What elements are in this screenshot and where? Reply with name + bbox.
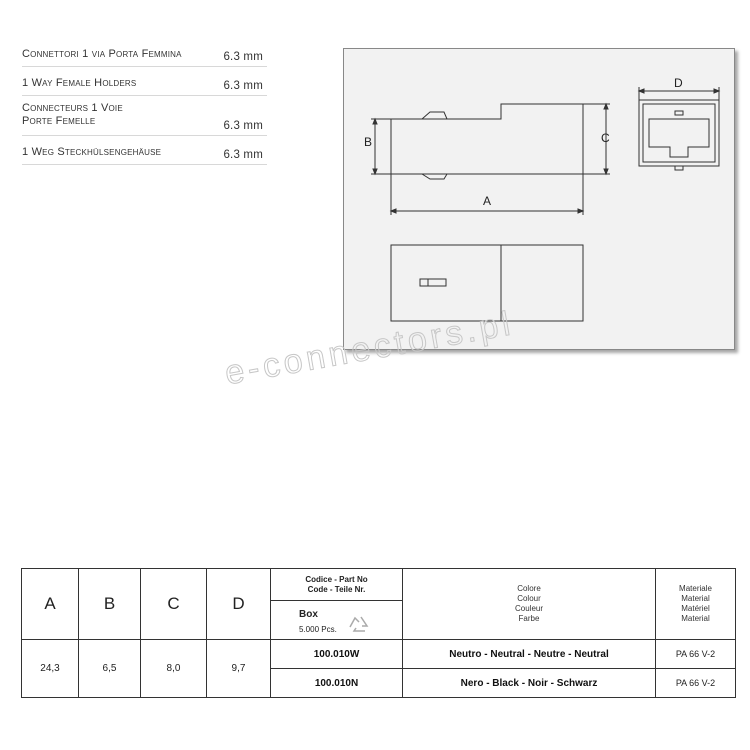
dim-a-value: 24,3	[22, 640, 79, 698]
title-row-italian	[22, 44, 267, 67]
part-code: 100.010W	[271, 640, 403, 669]
code-header-line2: Code - Teile Nr.	[307, 584, 366, 594]
title-name: 1 Way Female Holders	[22, 77, 137, 89]
top-view-contact	[420, 279, 446, 286]
product-title-list	[22, 44, 267, 165]
end-view-slot	[649, 119, 709, 157]
title-name-line1: Connecteurs 1 Voie	[22, 102, 123, 114]
technical-drawing	[343, 48, 735, 350]
color-header-fr: Couleur	[514, 604, 543, 613]
part-color: Neutro - Neutral - Neutre - Neutral	[403, 640, 656, 669]
side-view-body	[391, 104, 583, 174]
title-size: 6.3 mm	[223, 120, 263, 132]
dim-d-value: 9,7	[207, 640, 271, 698]
side-view-latch	[422, 112, 447, 179]
material-header-en: Material	[681, 594, 710, 603]
dim-d-label: D	[674, 76, 683, 90]
part-color: Nero - Black - Noir - Schwarz	[403, 669, 656, 698]
material-header-it: Materiale	[679, 584, 712, 593]
header-c: C	[141, 569, 207, 640]
color-header-en: Colour	[517, 594, 541, 603]
material-header-fr: Matériel	[681, 604, 710, 613]
material-header	[656, 569, 736, 640]
part-material: PA 66 V-2	[656, 669, 736, 698]
code-header	[271, 569, 403, 601]
title-name: 1 Weg Steckhülsengehäuse	[22, 146, 162, 158]
box-cell	[271, 601, 403, 640]
title-size: 6.3 mm	[223, 80, 263, 92]
dim-b-label: B	[364, 135, 373, 149]
recycle-icon	[347, 613, 371, 640]
title-row-english	[22, 67, 267, 96]
title-name: Connettori 1 via Porta Femmina	[22, 48, 182, 60]
code-header-line1: Codice - Part No	[305, 574, 368, 584]
box-title: Box	[299, 609, 318, 620]
end-view-body	[639, 100, 719, 166]
part-material: PA 66 V-2	[656, 640, 736, 669]
drawing-svg	[344, 49, 734, 349]
header-b: B	[79, 569, 141, 640]
box-qty: 5.000 Pcs.	[299, 625, 337, 634]
dim-a-label: A	[483, 194, 492, 208]
dim-c-label: C	[601, 131, 610, 145]
color-header-de: Farbe	[518, 614, 540, 623]
title-size: 6.3 mm	[223, 149, 263, 161]
part-code: 100.010N	[271, 669, 403, 698]
header-d: D	[207, 569, 271, 640]
title-size: 6.3 mm	[223, 51, 263, 63]
dim-b-value: 6,5	[79, 640, 141, 698]
color-header	[403, 569, 656, 640]
watermark: e-connectors.pl	[222, 304, 517, 393]
header-a: A	[22, 569, 79, 640]
dim-c-value: 8,0	[141, 640, 207, 698]
material-header-de: Material	[681, 614, 710, 623]
title-row-german	[22, 136, 267, 165]
color-header-it: Colore	[517, 584, 541, 593]
title-name-line2: Porte Femelle	[22, 115, 96, 127]
title-row-french	[22, 96, 267, 136]
spec-table	[21, 568, 736, 698]
